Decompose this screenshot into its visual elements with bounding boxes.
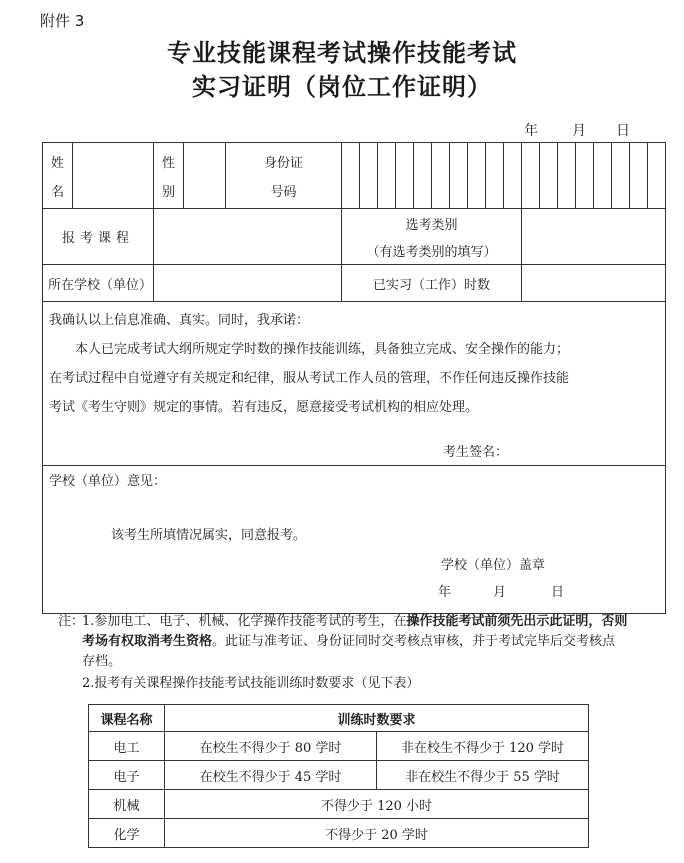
- table-row: [89, 761, 589, 790]
- id-label-line2: 号码: [270, 184, 297, 200]
- in-school-cell: 在校生不得少于 80 学时: [165, 732, 377, 761]
- notes-prefix: 注：: [58, 614, 85, 629]
- id-label: [226, 143, 342, 209]
- opinion-year: 年: [438, 585, 452, 600]
- declaration-line3: 在考试过程中自觉遵守有关规定和纪律，服从考试工作人员的管理，不作任何违反操作技能: [49, 371, 570, 386]
- opinion-label: 学校（单位）意见：: [49, 474, 167, 489]
- note-1-text-c: 。此证与准考证、身份证同时交考核点审核，并于考试完毕后交考核点存档。: [82, 634, 616, 669]
- table-row: [89, 819, 589, 848]
- requirements-table: [88, 704, 589, 848]
- hours-label: 已实习（工作）时数: [342, 265, 522, 302]
- id-digit-cell[interactable]: [558, 143, 576, 209]
- id-digit-cell[interactable]: [576, 143, 594, 209]
- course-label: 报考课程: [43, 209, 154, 265]
- note-1-text-a: 1.参加电工、电子、机械、化学操作技能考试的考生，在: [82, 614, 407, 629]
- id-digit-cell[interactable]: [396, 143, 414, 209]
- notes-section: [58, 612, 628, 694]
- id-digit-cell[interactable]: [432, 143, 450, 209]
- category-label-line1: 选考类别: [405, 217, 458, 233]
- header-requirement: 训练时数要求: [165, 705, 589, 732]
- course-cell: 机械: [89, 790, 165, 819]
- note-2: 2.报考有关课程操作技能考试技能训练时数要求（见下表）: [82, 676, 420, 691]
- table-row: [89, 732, 589, 761]
- declaration-line2: 本人已完成考试大纲所规定学时数的操作技能训练，具备独立完成、安全操作的能力；: [75, 342, 570, 357]
- course-cell: 电子: [89, 761, 165, 790]
- id-digit-cell[interactable]: [522, 143, 540, 209]
- id-digit-cell[interactable]: [612, 143, 630, 209]
- id-digit-cell[interactable]: [630, 143, 648, 209]
- category-label: [342, 209, 522, 265]
- date-year: 年: [524, 123, 538, 139]
- not-in-school-cell: 非在校生不得少于 55 学时: [377, 761, 589, 790]
- id-digit-cell[interactable]: [450, 143, 468, 209]
- school-field[interactable]: [154, 265, 342, 302]
- note-1-bold: 操作技能考试前须先出示此证明，否则考场有权取消考生资格: [82, 614, 628, 649]
- signature-label: 考生签名：: [443, 445, 509, 460]
- date-day: 日: [616, 123, 630, 139]
- id-digit-cell[interactable]: [504, 143, 522, 209]
- gender-label-line1: 性: [161, 155, 175, 171]
- declaration-line1: 我确认以上信息准确、真实。同时，我承诺：: [49, 313, 310, 328]
- seal-label: 学校（单位）盖章: [441, 558, 546, 573]
- in-school-cell: 在校生不得少于 45 学时: [165, 761, 377, 790]
- requirement-cell: 不得少于 120 小时: [165, 790, 589, 819]
- course-cell: 化学: [89, 819, 165, 848]
- gender-field[interactable]: [184, 143, 226, 209]
- id-digit-cell[interactable]: [468, 143, 486, 209]
- declaration-box: [43, 302, 666, 466]
- course-field[interactable]: [154, 209, 342, 265]
- attachment-label: 附件 3: [40, 12, 85, 30]
- id-digit-cell[interactable]: [414, 143, 432, 209]
- certificate-form: [42, 142, 666, 614]
- table-row: [89, 790, 589, 819]
- category-field[interactable]: [522, 209, 666, 265]
- opinion-day: 日: [551, 585, 565, 600]
- school-label: 所在学校（单位）: [43, 265, 154, 302]
- id-digit-cell[interactable]: [360, 143, 378, 209]
- name-label-line1: 姓: [50, 155, 64, 171]
- id-digit-cell[interactable]: [540, 143, 558, 209]
- name-label-line2: 名: [50, 184, 64, 200]
- not-in-school-cell: 非在校生不得少于 120 学时: [377, 732, 589, 761]
- name-field[interactable]: [73, 143, 154, 209]
- id-digit-cell[interactable]: [342, 143, 360, 209]
- course-cell: 电工: [89, 732, 165, 761]
- declaration-line4: 考试《考生守则》规定的事情。若有违反，愿意接受考试机构的相应处理。: [49, 400, 479, 415]
- requirement-cell: 不得少于 20 学时: [165, 819, 589, 848]
- opinion-box: [43, 466, 666, 614]
- table-header-row: [89, 705, 589, 732]
- opinion-text: 该考生所填情况属实，同意报考。: [111, 528, 307, 543]
- opinion-month: 月: [493, 585, 507, 600]
- page-subtitle: 实习证明（岗位工作证明）: [192, 72, 492, 101]
- name-label: [43, 143, 73, 209]
- date-month: 月: [572, 123, 586, 139]
- hours-field[interactable]: [522, 265, 666, 302]
- id-digit-cell[interactable]: [594, 143, 612, 209]
- id-digit-cell[interactable]: [648, 143, 666, 209]
- gender-label: [154, 143, 184, 209]
- id-digit-cell[interactable]: [378, 143, 396, 209]
- id-digit-cell[interactable]: [486, 143, 504, 209]
- id-label-line1: 身份证: [264, 155, 304, 171]
- header-course: 课程名称: [89, 705, 165, 732]
- gender-label-line2: 别: [161, 184, 175, 200]
- category-note: （有选考类别的填写）: [366, 244, 497, 260]
- note-1: [82, 612, 628, 672]
- page-title: 专业技能课程考试操作技能考试: [167, 38, 517, 67]
